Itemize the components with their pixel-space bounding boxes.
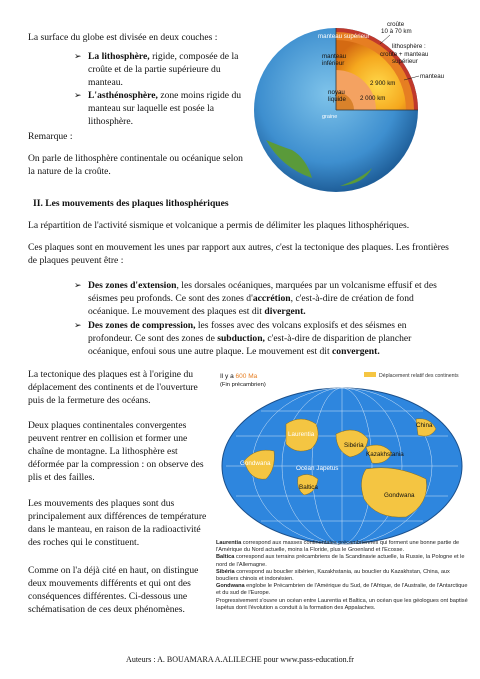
section-title: II. Les mouvements des plaques lithosphériques xyxy=(33,198,229,209)
list-item: Des zones d'extension, les dorsales océaniques, marquées par un volcanisme effusif et des séismes peu profonds. Ce sont des zones d'accrétion, c'est-à-dire de création de fond océanique. Le mouvement des plaques est dit divergent. xyxy=(88,280,437,317)
label-manteau-sup: manteau supérieur xyxy=(318,33,370,40)
arrow-bullet-icon: ➢ xyxy=(74,280,82,290)
map-caption: Laurentia correspond aux masses continentales précambriennes qui forment une bonne partie de l'Amérique du Nord actuelle, moins la Floride, plus le Groenland et l'Ecosse. Baltica correspond aux terrains précambriens de la Scandinavie actuelle, la Russie, la Pologne et le nord de l'Allemagne. Sibéria correspond au bouclier sibérien, Kazakhstania, au bouclier du Kazakhstan, China, aux boucliers chinois et indonésien. Gondwana englobe le Précambrien de l'Amérique du Sud, de l'Afrique, de l'Australie, de l'Antarctique et du sud de l'Europe. Progressivement s'ouvre un océan entre Laurentia et Baltica, un océan que les géologues ont baptisé Iapétus dont l'évolution a conduit à la formation des Appalaches. xyxy=(216,540,468,611)
footer: Auteurs : A. BOUAMARA A.ALILECHE pour www.pass-education.fr xyxy=(126,655,354,664)
label-lithosphere: lithosphère : xyxy=(392,43,426,50)
paragraph: Deux plaques continentales convergentes peuvent rentrer en collision et former une chaîne de montagne. La lithosphère est déformée par la compression : on observe des plis et des failles. xyxy=(28,420,204,483)
arrow-bullet-icon: ➢ xyxy=(74,320,82,330)
map-period: (Fin précambrien) xyxy=(220,382,266,388)
label-litho-def-2: supérieur xyxy=(392,58,418,65)
label-laurentia: Laurentia xyxy=(288,431,315,438)
paragraph: La répartition de l'activité sismique et volcanique a permis de délimiter les plaques lithosphériques. xyxy=(28,220,410,231)
label-liquide: liquide xyxy=(328,96,346,103)
label-noyau: noyau xyxy=(328,89,345,96)
paragraph: Comme on l'a déjà cité en haut, on distingue deux mouvements différents et qui ont des conséquences différentes. Ci-dessous une schématisation de ces deux phénomènes. xyxy=(28,565,199,615)
legend-swatch xyxy=(364,372,376,377)
label-depth-2000: 2 000 km xyxy=(360,95,386,102)
list-item: La lithosphère, rigide, composée de la croûte et de la partie supérieure du manteau. xyxy=(88,51,239,88)
label-croute-depth: 10 à 70 km xyxy=(381,28,412,35)
label-litho-def-1: croûte + manteau xyxy=(380,51,429,58)
label-manteau: manteau xyxy=(420,73,445,80)
label-depth-2900: 2 900 km xyxy=(370,80,396,87)
arrow-bullet-icon: ➢ xyxy=(74,51,82,61)
paragraph: La tectonique des plaques est à l'origine du déplacement des continents et de l'ouverture puis de la fermeture des océans. xyxy=(28,369,198,406)
label-manteau-inf: manteau xyxy=(322,53,347,60)
label-china: China xyxy=(416,422,433,429)
label-manteau-inf-2: inférieur xyxy=(322,60,345,67)
label-baltica: Baltica xyxy=(299,484,318,491)
label-ocean-japetus: Océan Japetus xyxy=(296,465,339,472)
list-item: L'asthénosphère, zone moins rigide du manteau sur laquelle est posée la lithosphère. xyxy=(88,90,242,127)
remarque-text: On parle de lithosphère continentale ou océanique selon la nature de la croûte. xyxy=(28,153,243,177)
paragraph: Les mouvements des plaques sont dus principalement aux différences de température dans le manteau, en raison de la radioactivité des roches qui le constituent. xyxy=(28,498,207,548)
arrow-bullet-icon: ➢ xyxy=(74,90,82,100)
map-age: Il y a 600 Ma xyxy=(220,373,258,380)
label-gondwana-east: Gondwana xyxy=(384,492,415,499)
earth-structure-diagram xyxy=(252,18,460,198)
label-gondwana: Gondwana xyxy=(240,460,271,467)
intro-text: La surface du globe est divisée en deux couches : xyxy=(28,32,218,43)
label-graine: graine xyxy=(322,114,338,120)
label-siberia: Sibéria xyxy=(344,442,364,449)
list-item: Des zones de compression, les fosses avec des volcans explosifs et des séismes en profondeur. Ce sont des zones de subduction, c'est-à-dire de disparition de plancher océanique, enfoui sous une autre plaque. Le mouvement est dit convergent. xyxy=(88,320,412,357)
map-legend: Déplacement relatif des continents xyxy=(379,373,459,379)
label-kazakhstania: Kazakhstania xyxy=(366,451,404,458)
paragraph: Ces plaques sont en mouvement les unes par rapport aux autres, c'est la tectonique des plaques. Les frontières de plaques peuvent être : xyxy=(28,242,449,266)
label-croute: croûte xyxy=(387,21,405,28)
remarque-heading: Remarque : xyxy=(28,131,73,142)
